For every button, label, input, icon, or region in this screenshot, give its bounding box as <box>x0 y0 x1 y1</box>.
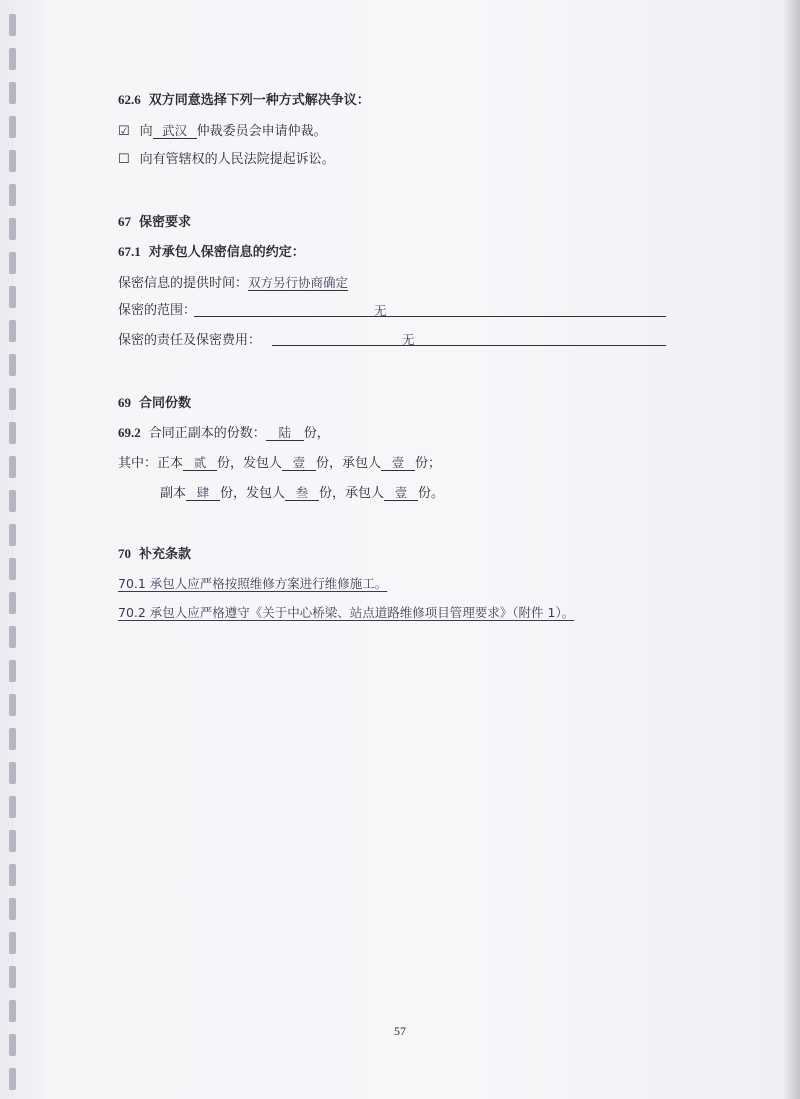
binding-hole <box>9 762 16 784</box>
section-70-heading <box>118 546 191 563</box>
binding-hole <box>9 490 16 512</box>
binding-hole <box>9 898 16 920</box>
binding-hole <box>9 592 16 614</box>
binding-hole <box>9 116 16 138</box>
employer-duplicates-field: 叁 <box>285 485 319 501</box>
contractor-label: 份，承包人 <box>319 486 385 501</box>
total-copies-field: 陆 <box>266 425 304 441</box>
originals-label: 其中：正本 <box>118 456 184 471</box>
binding-hole <box>9 1000 16 1022</box>
clause-title: 双方同意选择下列一种方式解决争议： <box>148 93 370 108</box>
employer-label: 份，发包人 <box>217 456 283 471</box>
binding-hole <box>9 966 16 988</box>
contractor-duplicates-field: 壹 <box>384 485 418 501</box>
binding-hole <box>9 150 16 172</box>
duplicates-count-field: 肆 <box>186 485 220 501</box>
binding-hole <box>9 796 16 818</box>
line-end: 份； <box>415 456 442 471</box>
copies-suffix: 份， <box>303 426 330 441</box>
section-number: 69 <box>118 395 131 410</box>
supplementary-clause-70-2: 70.2 承包人应严格遵守《关于中心桥梁、站点道路维修项目管理要求》（附件 1）。 <box>118 605 575 620</box>
option-text-suffix: 仲裁委员会申请仲裁。 <box>196 124 327 139</box>
supplementary-clause-70-1: 70.1 承包人应严格按照维修方案进行维修施工。 <box>118 576 388 591</box>
section-title: 保密要求 <box>139 215 192 230</box>
info-time-label: 保密信息的提供时间： <box>118 276 249 291</box>
scope-label: 保密的范围： <box>118 303 197 318</box>
binding-hole <box>9 660 16 682</box>
section-67-heading <box>118 214 191 231</box>
binding-hole <box>9 1034 16 1056</box>
scope-underline <box>194 316 666 317</box>
clause-69-2-line <box>118 425 330 442</box>
section-number: 70 <box>118 546 131 561</box>
section-title: 补充条款 <box>139 547 192 562</box>
binding-hole <box>9 456 16 478</box>
binding-hole <box>9 728 16 750</box>
clause-number: 69.2 <box>118 425 141 440</box>
clause-67-1-heading <box>118 244 305 261</box>
binding-hole <box>9 932 16 954</box>
binding-hole <box>9 184 16 206</box>
binding-hole <box>9 1068 16 1090</box>
binding-hole <box>9 830 16 852</box>
binding-hole <box>9 388 16 410</box>
binding-hole <box>9 82 16 104</box>
liability-underline <box>272 345 666 346</box>
originals-line <box>118 455 441 472</box>
binding-hole <box>9 524 16 546</box>
page-edge-shadow <box>782 0 800 1099</box>
clause-title: 对承包人保密信息的约定： <box>148 245 305 260</box>
option-text-prefix: 向 <box>139 124 153 139</box>
clause-number: 62.6 <box>118 92 141 107</box>
section-number: 67 <box>118 214 131 229</box>
info-time-row <box>118 275 348 292</box>
binding-hole <box>9 286 16 308</box>
originals-count-field: 贰 <box>183 455 217 471</box>
info-time-value: 双方另行协商确定 <box>248 275 349 290</box>
liability-label: 保密的责任及保密费用： <box>118 333 262 348</box>
binding-hole <box>9 558 16 580</box>
clause-number: 67.1 <box>118 244 141 259</box>
binding-hole <box>9 422 16 444</box>
unchecked-checkbox-icon[interactable]: ☐ <box>118 152 130 167</box>
checked-checkbox-icon[interactable]: ☑ <box>118 124 130 139</box>
clause-62-6-heading <box>118 92 370 109</box>
binding-hole <box>9 14 16 36</box>
section-69-heading <box>118 395 191 412</box>
binding-hole <box>9 626 16 648</box>
duplicates-label: 副本 <box>160 486 187 501</box>
line-end: 份。 <box>418 486 445 501</box>
binding-hole <box>9 864 16 886</box>
binding-hole <box>9 252 16 274</box>
section-title: 合同份数 <box>139 396 192 411</box>
arbitration-city-field: 武汉 <box>153 123 197 139</box>
page-number: 57 <box>394 1024 406 1038</box>
contractor-label: 份，承包人 <box>316 456 382 471</box>
binding-hole <box>9 320 16 342</box>
scope-value: 无 <box>374 303 387 318</box>
binding-hole <box>9 694 16 716</box>
employer-label: 份，发包人 <box>220 486 286 501</box>
binding-holes <box>0 0 40 1099</box>
liability-value: 无 <box>402 332 415 347</box>
binding-hole <box>9 218 16 240</box>
option-text: 向有管辖权的人民法院提起诉讼。 <box>139 152 335 167</box>
duplicates-line <box>160 485 444 502</box>
employer-originals-field: 壹 <box>282 455 316 471</box>
binding-hole <box>9 48 16 70</box>
litigation-option <box>118 152 335 168</box>
binding-hole <box>9 354 16 376</box>
copies-label: 合同正副本的份数： <box>148 426 266 441</box>
arbitration-option <box>118 123 327 140</box>
contractor-originals-field: 壹 <box>381 455 415 471</box>
